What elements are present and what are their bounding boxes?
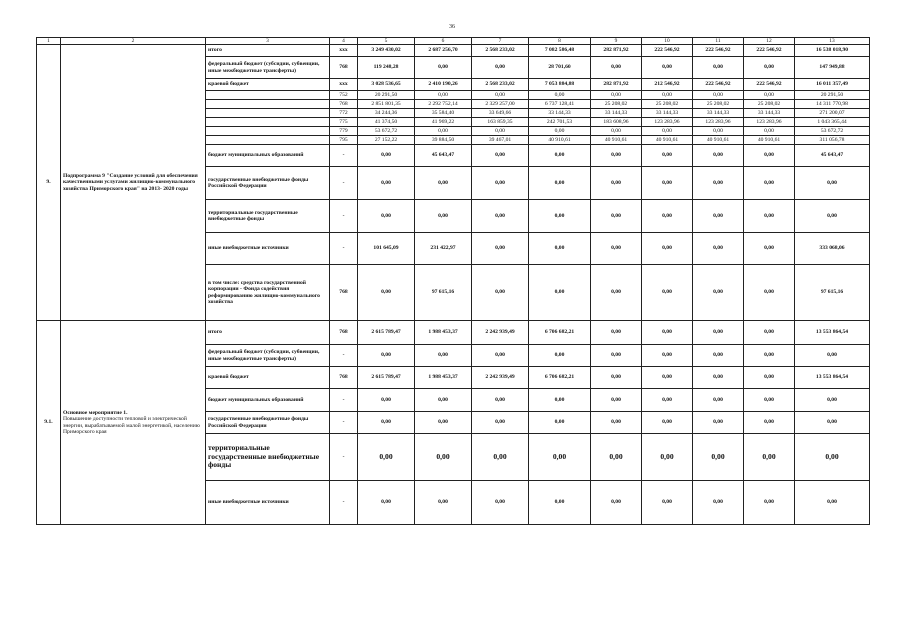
column-number-cell: 6 (415, 38, 472, 45)
amount-cell: 39 467,01 (472, 136, 529, 145)
budget-code-cell: 768 (330, 321, 358, 345)
program-title: Подпрограмма 9 "Создание условий для обеспечения качественными услугами жилищно-коммунального хозяйства Приморского края" на 2013- 2020 годы (63, 172, 198, 192)
amount-cell: 0,00 (795, 345, 870, 367)
funding-source-cell: иные внебюджетные источники (206, 481, 330, 525)
amount-cell: 0,00 (415, 127, 472, 136)
amount-cell: 0,00 (744, 145, 795, 167)
amount-cell: 33 144,33 (744, 109, 795, 118)
amount-cell: 0,00 (795, 389, 870, 412)
amount-cell: 6 706 682,21 (529, 321, 591, 345)
amount-cell: 0,00 (693, 265, 744, 321)
amount-cell: 0,00 (642, 91, 693, 100)
column-number-cell: 11 (693, 38, 744, 45)
amount-cell: 0,00 (358, 200, 415, 233)
amount-cell: 0,00 (472, 200, 529, 233)
amount-cell: 0,00 (795, 434, 870, 481)
amount-cell: 0,00 (415, 389, 472, 412)
amount-cell: 53 672,72 (358, 127, 415, 136)
amount-cell: 0,00 (591, 145, 642, 167)
amount-cell: 0,00 (642, 57, 693, 79)
amount-cell: 20 291,50 (358, 91, 415, 100)
amount-cell: 123 283,96 (744, 118, 795, 127)
amount-cell: 0,00 (693, 145, 744, 167)
amount-cell: 0,00 (472, 434, 529, 481)
amount-cell: 0,00 (415, 434, 472, 481)
budget-code-cell: 768 (330, 100, 358, 109)
amount-cell: 2 568 233,02 (472, 79, 529, 91)
amount-cell: 2 851 801,35 (358, 100, 415, 109)
amount-cell: 35 584,40 (415, 109, 472, 118)
funding-source-cell: государственные внебюджетные фонды Российской Федерации (206, 167, 330, 200)
funding-source-cell: государственные внебюджетные фонды Российской Федерации (206, 412, 330, 434)
amount-cell: 123 283,96 (642, 118, 693, 127)
amount-cell: 0,00 (358, 481, 415, 525)
amount-cell: 0,00 (744, 389, 795, 412)
amount-cell: 0,00 (591, 91, 642, 100)
amount-cell: 13 553 864,54 (795, 367, 870, 389)
amount-cell: 0,00 (642, 321, 693, 345)
budget-code-cell: 752 (330, 91, 358, 100)
amount-cell: 3 028 536,65 (358, 79, 415, 91)
budget-code-cell: xxx (330, 45, 358, 57)
amount-cell: 0,00 (642, 167, 693, 200)
amount-cell: 0,00 (415, 412, 472, 434)
column-number-cell: 1 (37, 38, 61, 45)
amount-cell: 0,00 (529, 167, 591, 200)
amount-cell: 0,00 (358, 265, 415, 321)
amount-cell: 231 422,97 (415, 233, 472, 265)
amount-cell: 222 546,92 (744, 79, 795, 91)
budget-code-cell: 768 (330, 367, 358, 389)
amount-cell: 45 643,47 (795, 145, 870, 167)
amount-cell: 14 311 770,98 (795, 100, 870, 109)
amount-cell: 0,00 (529, 127, 591, 136)
amount-cell: 0,00 (642, 145, 693, 167)
column-number-cell: 12 (744, 38, 795, 45)
amount-cell: 311 056,78 (795, 136, 870, 145)
amount-cell: 0,00 (744, 434, 795, 481)
amount-cell: 0,00 (693, 57, 744, 79)
amount-cell: 0,00 (358, 434, 415, 481)
budget-table (36, 37, 870, 525)
amount-cell: 0,00 (472, 412, 529, 434)
amount-cell: 123 283,96 (693, 118, 744, 127)
amount-cell: 0,00 (472, 145, 529, 167)
program-title: Повышение доступности тепловой и электрической энергии, вырабатываемой малой энергетикой, населению Приморского края (63, 416, 200, 435)
amount-cell: 2 242 939,49 (472, 321, 529, 345)
amount-cell: 0,00 (415, 481, 472, 525)
amount-cell: 0,00 (415, 91, 472, 100)
column-number-cell: 9 (591, 38, 642, 45)
amount-cell: 0,00 (693, 412, 744, 434)
amount-cell: 0,00 (529, 265, 591, 321)
amount-cell: 25 208,02 (744, 100, 795, 109)
amount-cell: 0,00 (472, 127, 529, 136)
amount-cell: 34 244,36 (358, 109, 415, 118)
amount-cell: 1 988 453,37 (415, 321, 472, 345)
amount-cell: 0,00 (693, 389, 744, 412)
funding-source-cell (206, 136, 330, 145)
amount-cell: 222 546,92 (744, 45, 795, 57)
budget-code-cell: - (330, 434, 358, 481)
amount-cell: 33 144,33 (693, 109, 744, 118)
amount-cell: 40 910,61 (744, 136, 795, 145)
amount-cell: 45 643,47 (415, 145, 472, 167)
amount-cell: 0,00 (591, 233, 642, 265)
column-number-row (37, 38, 870, 45)
amount-cell: 0,00 (744, 321, 795, 345)
table-row (37, 321, 870, 345)
budget-code-cell: 768 (330, 57, 358, 79)
table-body (37, 38, 870, 525)
amount-cell: 25 208,02 (693, 100, 744, 109)
amount-cell: 0,00 (358, 145, 415, 167)
column-number-cell: 10 (642, 38, 693, 45)
amount-cell: 0,00 (358, 389, 415, 412)
budget-code-cell: 772 (330, 109, 358, 118)
amount-cell: 0,00 (744, 265, 795, 321)
amount-cell: 2 615 789,47 (358, 321, 415, 345)
amount-cell: 0,00 (472, 265, 529, 321)
amount-cell: 0,00 (529, 434, 591, 481)
amount-cell: 222 546,92 (693, 45, 744, 57)
amount-cell: 0,00 (693, 127, 744, 136)
budget-code-cell: xxx (330, 79, 358, 91)
amount-cell: 0,00 (642, 434, 693, 481)
amount-cell: 0,00 (744, 127, 795, 136)
amount-cell: 0,00 (693, 167, 744, 200)
amount-cell: 0,00 (744, 57, 795, 79)
amount-cell: 2 292 752,14 (415, 100, 472, 109)
amount-cell: 0,00 (744, 481, 795, 525)
budget-code-cell: - (330, 481, 358, 525)
amount-cell: 0,00 (415, 57, 472, 79)
amount-cell: 271 200,07 (795, 109, 870, 118)
amount-cell: 0,00 (415, 200, 472, 233)
amount-cell: 0,00 (591, 412, 642, 434)
amount-cell: 0,00 (591, 127, 642, 136)
amount-cell: 0,00 (529, 145, 591, 167)
amount-cell: 27 152,22 (358, 136, 415, 145)
funding-source-cell: бюджет муниципальных образований (206, 389, 330, 412)
amount-cell: 0,00 (358, 412, 415, 434)
amount-cell: 0,00 (744, 345, 795, 367)
budget-code-cell: - (330, 412, 358, 434)
budget-code-cell: - (330, 145, 358, 167)
amount-cell: 6 737 128,41 (529, 100, 591, 109)
amount-cell: 0,00 (591, 265, 642, 321)
amount-cell: 282 871,92 (591, 45, 642, 57)
funding-source-cell: федеральный бюджет (субсидии, субвенции, иные межбюджетные трансферты) (206, 57, 330, 79)
amount-cell: 242 701,53 (529, 118, 591, 127)
amount-cell: 0,00 (529, 389, 591, 412)
column-number-cell: 2 (61, 38, 206, 45)
amount-cell: 0,00 (744, 367, 795, 389)
amount-cell: 0,00 (415, 167, 472, 200)
amount-cell: 41 969,22 (415, 118, 472, 127)
amount-cell: 0,00 (358, 345, 415, 367)
amount-cell: 2 410 190,26 (415, 79, 472, 91)
funding-source-cell: бюджет муниципальных образований (206, 145, 330, 167)
amount-cell: 3 249 430,02 (358, 45, 415, 57)
amount-cell: 0,00 (642, 200, 693, 233)
amount-cell: 1 043 365,44 (795, 118, 870, 127)
amount-cell: 97 615,16 (415, 265, 472, 321)
page-number: 36 (449, 24, 455, 30)
amount-cell: 33 144,33 (642, 109, 693, 118)
amount-cell: 0,00 (693, 367, 744, 389)
column-number-cell: 4 (330, 38, 358, 45)
amount-cell: 0,00 (358, 167, 415, 200)
amount-cell: 0,00 (529, 481, 591, 525)
amount-cell: 53 672,72 (795, 127, 870, 136)
amount-cell: 7 082 586,48 (529, 45, 591, 57)
amount-cell: 212 546,92 (642, 79, 693, 91)
amount-cell: 0,00 (693, 91, 744, 100)
amount-cell: 0,00 (693, 200, 744, 233)
amount-cell: 6 706 682,21 (529, 367, 591, 389)
amount-cell: 0,00 (693, 434, 744, 481)
budget-code-cell: - (330, 345, 358, 367)
amount-cell: 101 645,09 (358, 233, 415, 265)
column-number-cell: 5 (358, 38, 415, 45)
amount-cell: 0,00 (642, 481, 693, 525)
section-number-cell: 9. (37, 45, 61, 321)
budget-code-cell: - (330, 389, 358, 412)
funding-source-cell: итого (206, 321, 330, 345)
amount-cell: 0,00 (693, 321, 744, 345)
amount-cell: 33 144,33 (591, 109, 642, 118)
amount-cell: 13 553 864,54 (795, 321, 870, 345)
amount-cell: 0,00 (415, 345, 472, 367)
amount-cell: 0,00 (744, 167, 795, 200)
program-title-cell (61, 321, 206, 525)
amount-cell: 40 910,61 (642, 136, 693, 145)
program-title-lead: Основное мероприятие 1. (63, 409, 128, 416)
amount-cell: 20 291,50 (795, 91, 870, 100)
amount-cell: 0,00 (529, 345, 591, 367)
amount-cell: 282 871,92 (591, 79, 642, 91)
amount-cell: 0,00 (472, 91, 529, 100)
budget-code-cell: 779 (330, 127, 358, 136)
funding-source-cell (206, 100, 330, 109)
amount-cell: 0,00 (591, 389, 642, 412)
amount-cell: 0,00 (591, 200, 642, 233)
amount-cell: 2 242 939,49 (472, 367, 529, 389)
amount-cell: 2 615 789,47 (358, 367, 415, 389)
budget-code-cell: 768 (330, 265, 358, 321)
amount-cell: 33 144,33 (529, 109, 591, 118)
amount-cell: 40 910,61 (591, 136, 642, 145)
amount-cell: 0,00 (693, 481, 744, 525)
amount-cell: 0,00 (591, 345, 642, 367)
amount-cell: 0,00 (472, 57, 529, 79)
amount-cell: 0,00 (795, 481, 870, 525)
amount-cell: 163 859,35 (472, 118, 529, 127)
column-number-cell: 8 (529, 38, 591, 45)
amount-cell: 1 988 453,37 (415, 367, 472, 389)
amount-cell: 0,00 (795, 412, 870, 434)
table-row (37, 45, 870, 57)
amount-cell: 0,00 (744, 200, 795, 233)
amount-cell: 0,00 (642, 412, 693, 434)
funding-source-cell: иные внебюджетные источники (206, 233, 330, 265)
funding-source-cell (206, 118, 330, 127)
amount-cell: 0,00 (472, 233, 529, 265)
funding-source-cell: территориальные государственные внебюджетные фонды (206, 200, 330, 233)
amount-cell: 147 949,88 (795, 57, 870, 79)
budget-code-cell: 795 (330, 136, 358, 145)
amount-cell: 0,00 (642, 367, 693, 389)
amount-cell: 0,00 (472, 167, 529, 200)
amount-cell: 0,00 (795, 200, 870, 233)
amount-cell: 2 329 257,00 (472, 100, 529, 109)
amount-cell: 0,00 (591, 434, 642, 481)
amount-cell: 0,00 (591, 321, 642, 345)
amount-cell: 0,00 (529, 233, 591, 265)
amount-cell: 2 568 233,02 (472, 45, 529, 57)
amount-cell: 0,00 (472, 389, 529, 412)
amount-cell: 222 546,92 (693, 79, 744, 91)
amount-cell: 97 615,16 (795, 265, 870, 321)
amount-cell: 0,00 (591, 481, 642, 525)
amount-cell: 222 546,92 (642, 45, 693, 57)
funding-source-cell: федеральный бюджет (субсидии, субвенции, иные межбюджетные трансферты) (206, 345, 330, 367)
amount-cell: 33 649,66 (472, 109, 529, 118)
funding-source-cell: краевой бюджет (206, 367, 330, 389)
amount-cell: 0,00 (744, 233, 795, 265)
amount-cell: 0,00 (591, 167, 642, 200)
funding-source-cell: в том числе: средства государственной корпорации - Фонда содействия реформированию жилищно-коммунального хозяйства (206, 265, 330, 321)
funding-source-cell (206, 91, 330, 100)
amount-cell: 0,00 (642, 345, 693, 367)
column-number-cell: 3 (206, 38, 330, 45)
amount-cell: 0,00 (591, 367, 642, 389)
amount-cell: 41 374,50 (358, 118, 415, 127)
funding-source-cell (206, 109, 330, 118)
program-title-cell (61, 45, 206, 321)
column-number-cell: 13 (795, 38, 870, 45)
amount-cell: 40 910,61 (693, 136, 744, 145)
amount-cell: 0,00 (642, 389, 693, 412)
amount-cell: 16 011 357,49 (795, 79, 870, 91)
column-number-cell: 7 (472, 38, 529, 45)
amount-cell: 0,00 (472, 481, 529, 525)
amount-cell: 25 208,02 (591, 100, 642, 109)
amount-cell: 0,00 (744, 91, 795, 100)
amount-cell: 2 687 256,70 (415, 45, 472, 57)
budget-code-cell: - (330, 233, 358, 265)
amount-cell: 28 701,60 (529, 57, 591, 79)
amount-cell: 0,00 (693, 345, 744, 367)
amount-cell: 0,00 (591, 57, 642, 79)
funding-source-cell: краевой бюджет (206, 79, 330, 91)
budget-code-cell: - (330, 200, 358, 233)
amount-cell: 0,00 (529, 412, 591, 434)
amount-cell: 119 248,28 (358, 57, 415, 79)
amount-cell: 0,00 (642, 127, 693, 136)
amount-cell: 333 068,06 (795, 233, 870, 265)
amount-cell: 0,00 (472, 345, 529, 367)
amount-cell: 0,00 (642, 233, 693, 265)
amount-cell: 16 538 018,90 (795, 45, 870, 57)
amount-cell: 0,00 (642, 265, 693, 321)
amount-cell: 183 608,96 (591, 118, 642, 127)
budget-code-cell: - (330, 167, 358, 200)
funding-source-cell (206, 127, 330, 136)
amount-cell: 40 910,61 (529, 136, 591, 145)
amount-cell: 0,00 (693, 233, 744, 265)
amount-cell: 25 208,02 (642, 100, 693, 109)
amount-cell: 7 053 884,88 (529, 79, 591, 91)
amount-cell: 39 884,50 (415, 136, 472, 145)
funding-source-cell: итого (206, 45, 330, 57)
amount-cell: 0,00 (795, 167, 870, 200)
funding-source-cell: территориальные государственные внебюджетные фонды (206, 434, 330, 481)
amount-cell: 0,00 (529, 91, 591, 100)
section-number-cell: 9.1. (37, 321, 61, 525)
amount-cell: 0,00 (529, 200, 591, 233)
budget-code-cell: 775 (330, 118, 358, 127)
amount-cell: 0,00 (744, 412, 795, 434)
